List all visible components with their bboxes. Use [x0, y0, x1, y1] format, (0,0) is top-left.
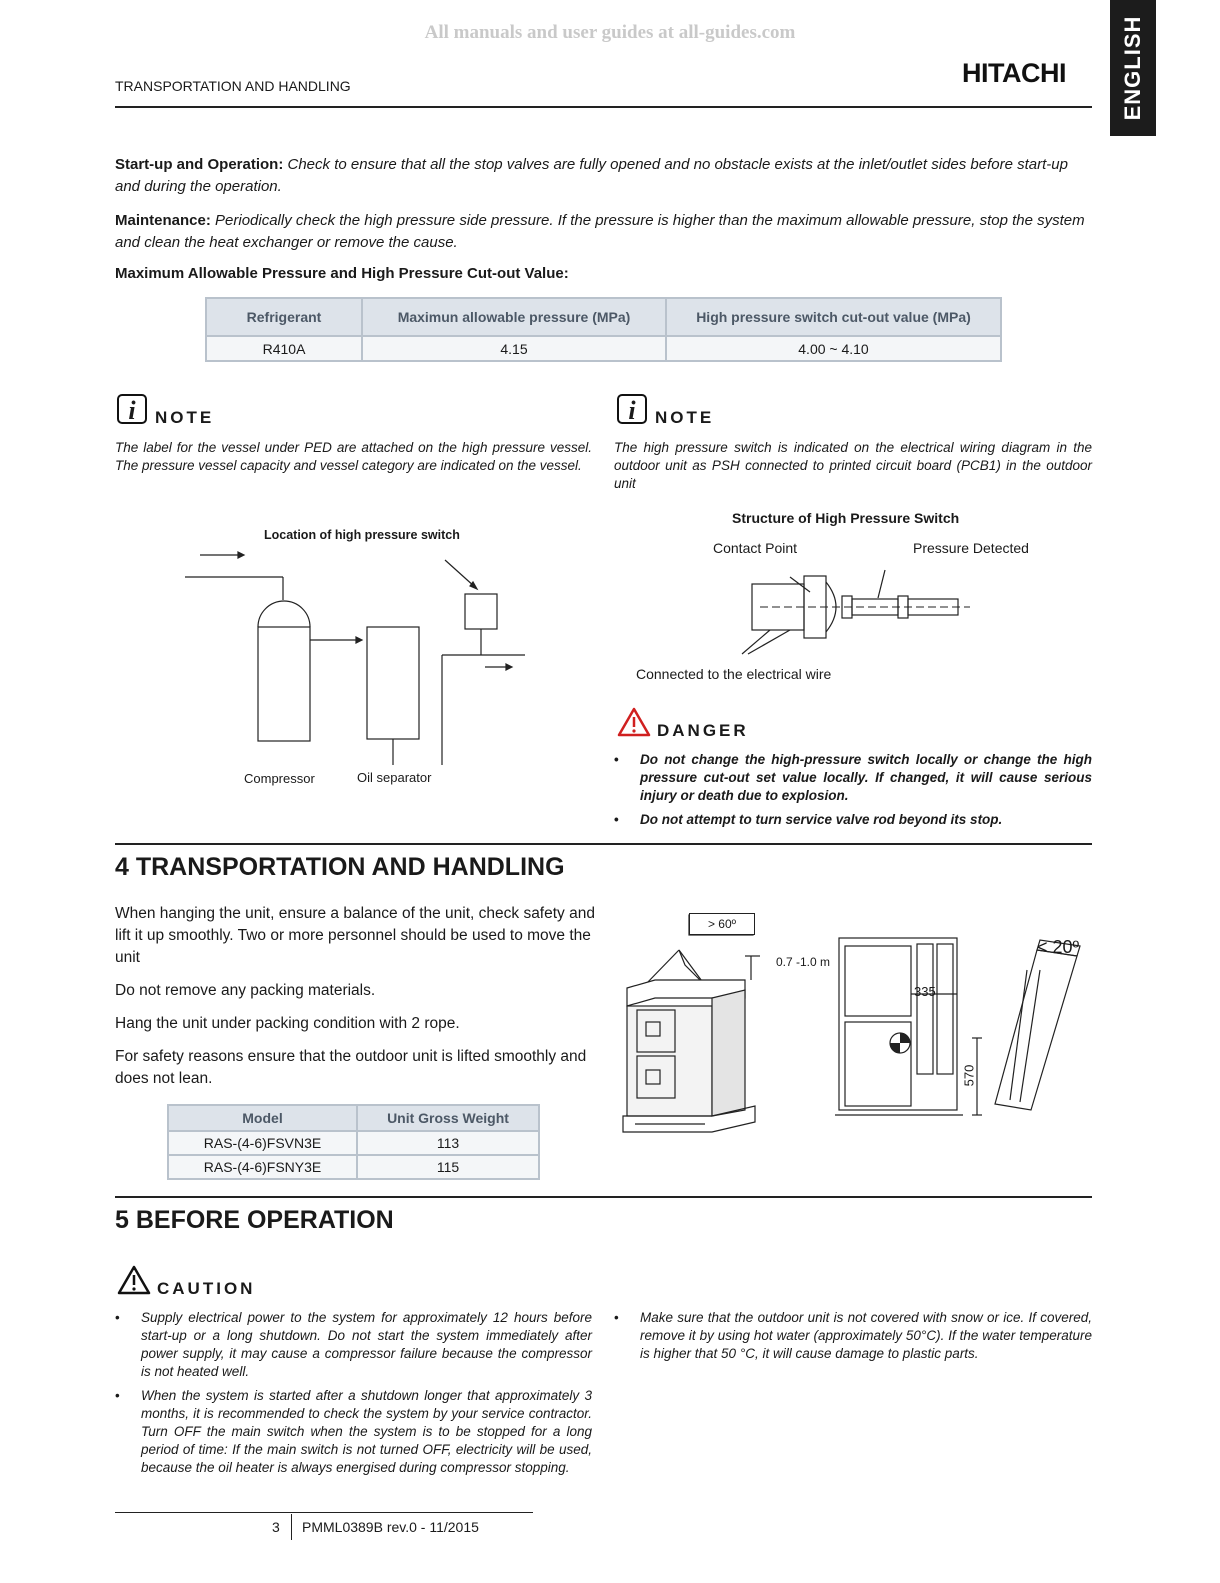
wire-label: Connected to the electrical wire	[636, 666, 832, 682]
pressure-table-header: High pressure switch cut-out value (MPa)	[666, 298, 1001, 336]
weight-table-header: Unit Gross Weight	[357, 1105, 539, 1131]
startup-label: Start-up and Operation:	[115, 156, 284, 173]
maintenance-text: Periodically check the high pressure side pressure. If the pressure is higher than the maximum allowable pressure, stop the system and clean the heat exchanger or remove the cause.	[115, 212, 1085, 251]
list-item: • When the system is started after a shutdown longer that approximately 3 months, it is recommended to check the system by your service contractor. Turn OFF the main switch when the system is to be stopped for a long period of time: If the main switch is not turned OFF, electricity will be used, because the oil heater is always energised during compressor stopping.	[115, 1388, 592, 1475]
weight-table	[167, 1104, 540, 1180]
angle-60-label: > 60º	[689, 913, 755, 935]
pressure-table-cell: R410A	[206, 336, 362, 361]
caution-item-text: When the system is started after a shutdown longer that approximately 3 months, it is recommended to check the system by your service contractor. Turn OFF the main switch when the system is to be stopped for a long period of time: If the main switch is not turned OFF, electricity will be used, because the oil heater is always energised during compressor stopping.	[141, 1388, 592, 1475]
section-rule	[115, 1196, 1092, 1198]
maintenance-paragraph	[115, 210, 1092, 254]
contact-point-label: Contact Point	[713, 540, 798, 556]
weight-table-cell: RAS-(4-6)FSNY3E	[168, 1155, 357, 1179]
section-4-paragraph: Do not remove any packing materials.	[115, 982, 376, 999]
caution-list-right	[614, 1309, 1092, 1363]
section-4-text	[115, 903, 595, 1090]
list-item: • Do not change the high-pressure switch locally or change the high pressure cut-out set value locally. If changed, it will cause serious injury or death due to explosion.	[614, 752, 1092, 803]
weight-table-cell: 115	[357, 1155, 539, 1179]
header-rule	[115, 106, 1092, 108]
language-tab-label: ENGLISH	[1120, 15, 1145, 121]
danger-item-text: Do not change the high-pressure switch locally or change the high pressure cut-out set value locally. If changed, it will cause serious injury or death due to explosion.	[640, 752, 1092, 803]
tilt-angle-label: < 20º	[1037, 937, 1080, 957]
startup-paragraph	[115, 154, 1092, 198]
compressor-label: Compressor	[244, 771, 315, 786]
caution-item-text: Supply electrical power to the system for approximately 12 hours before start-up or a long shutdown. Do not start the system immediately after power supply, it may cause a compressor failure because the compressor is not heated well.	[141, 1310, 592, 1379]
rope-length-label: 0.7 -1.0 m	[776, 955, 831, 969]
brand-logo: HITACHI	[962, 58, 1066, 88]
weight-table-header: Model	[168, 1105, 357, 1131]
caution-item-text: Make sure that the outdoor unit is not covered with snow or ice. If covered, remove it by using hot water (approximately 50°C). If the water temperature is higher that 50 °C, it will cause damage to plastic parts.	[640, 1310, 1092, 1361]
note-text-left: The label for the vessel under PED are attached on the high pressure vessel. The pressure vessel capacity and vessel category are indicated on the vessel.	[115, 440, 592, 473]
location-diagram	[180, 545, 530, 765]
list-item: • Make sure that the outdoor unit is not covered with snow or ice. If covered, remove it by using hot water (approximately 50°C). If the water temperature is higher that 50 °C, it will cause damage to plastic parts.	[614, 1310, 1092, 1361]
section-4-paragraph: Hang the unit under packing condition with 2 rope.	[115, 1015, 460, 1032]
section-5-title: 5 BEFORE OPERATION	[115, 1206, 394, 1234]
caution-warning-icon	[117, 1265, 151, 1295]
pressure-table-cell: 4.00 ~ 4.10	[666, 336, 1001, 361]
dimension-335-label: 335	[914, 984, 936, 999]
info-icon: i	[617, 394, 647, 424]
danger-label: DANGER	[657, 721, 749, 740]
footer-rule	[115, 1512, 533, 1513]
caution-label: CAUTION	[157, 1279, 256, 1298]
caution-list-left	[115, 1309, 592, 1477]
pressure-detected-label: Pressure Detected	[913, 540, 1029, 556]
section-4-title: 4 TRANSPORTATION AND HANDLING	[115, 853, 565, 881]
pressure-table-heading: Maximum Allowable Pressure and High Pressure Cut-out Value:	[115, 265, 569, 282]
weight-table-cell: RAS-(4-6)FSVN3E	[168, 1131, 357, 1155]
danger-list	[614, 751, 1092, 829]
section-4-paragraph: For safety reasons ensure that the outdoor unit is lifted smoothly and does not lean.	[115, 1048, 587, 1087]
pressure-table-header: Refrigerant	[206, 298, 362, 336]
section-rule	[115, 843, 1092, 845]
section-4-paragraph: When hanging the unit, ensure a balance of the unit, check safety and lift it up smoothly. Two or more personnel should be used to move the unit	[115, 905, 595, 966]
weight-table-cell: 113	[357, 1131, 539, 1155]
page-number: 3	[272, 1519, 280, 1535]
dimension-570-label: 570	[961, 1064, 977, 1087]
danger-warning-icon	[617, 707, 651, 737]
footer-divider	[291, 1514, 292, 1540]
note-label-right: NOTE	[655, 408, 715, 427]
document-reference: PMML0389B rev.0 - 11/2015	[302, 1519, 479, 1535]
list-item: • Supply electrical power to the system for approximately 12 hours before start-up or a long shutdown. Do not start the system immediately after power supply, it may cause a compressor failure because the compressor is not heated well.	[115, 1310, 592, 1379]
watermark: All manuals and user guides at all-guides.com	[424, 22, 796, 43]
danger-item-text: Do not attempt to turn service valve rod beyond its stop.	[640, 812, 1003, 827]
location-diagram-title: Location of high pressure switch	[264, 528, 460, 542]
note-label-left: NOTE	[155, 408, 215, 427]
switch-structure-title: Structure of High Pressure Switch	[732, 510, 960, 526]
pressure-table-header: Maximun allowable pressure (MPa)	[362, 298, 666, 336]
pressure-table	[205, 297, 1002, 362]
note-text-right: The high pressure switch is indicated on the electrical wiring diagram in the outdoor unit as PSH connected to printed circuit board (PCB1) in the outdoor unit	[614, 440, 1092, 491]
info-icon: i	[117, 394, 147, 424]
startup-text: Check to ensure that all the stop valves are fully opened and no obstacle exists at the inlet/outlet sides before start-up and during the operation.	[115, 156, 1068, 195]
maintenance-label: Maintenance:	[115, 212, 211, 229]
oil-separator-label: Oil separator	[357, 770, 432, 785]
language-tab	[1110, 0, 1156, 136]
list-item: • Do not attempt to turn service valve rod beyond its stop.	[614, 812, 1003, 827]
lifting-figure	[615, 910, 1095, 1150]
pressure-table-cell: 4.15	[362, 336, 666, 361]
switch-structure-diagram	[730, 562, 975, 662]
running-title: TRANSPORTATION AND HANDLING	[115, 78, 351, 94]
